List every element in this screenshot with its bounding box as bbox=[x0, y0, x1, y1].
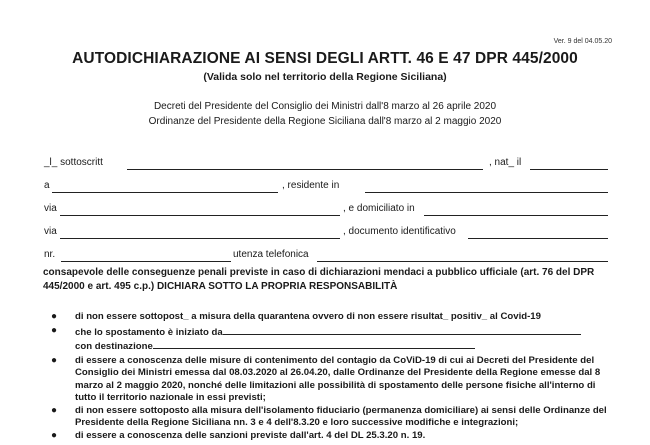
list-item: ● di essere a conoscenza delle misure di contenimento del contagio da CoViD-19 di cui ai Decreti del Presidente del Consiglio dei Ministri emessa dal 08.03.2020 al 26.04.20, dalle Ordinanze del Presidente della Regione emesse dal 8 marzo al 2 maggio 2020, nonché delle limitazioni alle possibilità di spostamento delle persone fisiche all'interno di tutto il territorio nazionale in essi previsti; bbox=[51, 354, 601, 403]
document-title: AUTODICHIARAZIONE AI SENSI DEGLI ARTT. 46 E 47 DPR 445/2000 bbox=[72, 50, 578, 67]
id-document-label: , documento identificativo bbox=[343, 226, 456, 237]
document-subtitle: (Valida solo nel territorio della Regione Siciliana) bbox=[203, 71, 447, 83]
birthplace-label: a bbox=[44, 180, 50, 191]
list-item: con destinazione bbox=[43, 339, 618, 354]
doc-number-input-line[interactable] bbox=[61, 261, 231, 262]
field-row-domicile bbox=[43, 203, 608, 217]
phone-input-line[interactable] bbox=[317, 261, 608, 262]
departure-input-line[interactable] bbox=[223, 325, 581, 335]
list-item: ● che lo spostamento è iniziato da bbox=[43, 325, 618, 340]
phone-label: utenza telefonica bbox=[233, 249, 309, 260]
address-label: via bbox=[44, 203, 57, 214]
list-item: ● di essere a conoscenza delle sanzioni previste dall'art. 4 del DL 25.3.20 n. 19. bbox=[51, 429, 426, 441]
bullet-icon: ● bbox=[51, 311, 58, 322]
name-input-line[interactable] bbox=[127, 169, 483, 170]
address-input-line[interactable] bbox=[60, 215, 340, 216]
doc-number-label: nr. bbox=[44, 249, 56, 260]
declaration-list bbox=[43, 311, 618, 442]
destination-input-line[interactable] bbox=[153, 339, 475, 349]
domicile-input-line[interactable] bbox=[424, 215, 608, 216]
domicile-address-label: via bbox=[44, 226, 57, 237]
sottoscritt-label: _l_ sottoscritt bbox=[44, 157, 103, 168]
list-item: ● di non essere sottopost_ a misura della quarantena ovvero di non essere risultat_ positiv_ al Covid-19 bbox=[51, 311, 541, 322]
field-row-residence bbox=[43, 180, 608, 194]
declaration-statement: consapevole delle conseguenze penali previste in caso di dichiarazioni mendaci a pubblico ufficiale (art. 76 del DPR 445/2000 e art. 495 c.p.) DICHIARA SOTTO LA PROPRIA RESPONSABILITÀ bbox=[43, 267, 595, 292]
bullet-icon: ● bbox=[51, 404, 58, 416]
birth-date-input-line[interactable] bbox=[530, 169, 608, 170]
birth-date-label: , nat_ il bbox=[489, 157, 522, 168]
decree-line-2: Ordinanze del Presidente della Regione Siciliana dall'8 marzo al 2 maggio 2020 bbox=[148, 116, 502, 127]
list-item: ● di non essere sottoposto alla misura dell'isolamento fiduciario (permanenza domiciliare) ai sensi delle Ordinanze del Presidente della Regione Siciliana nn. 3 e 4 dell'8.3.20 e loro successive modifiche e integrazioni; bbox=[51, 404, 607, 428]
field-row-name bbox=[43, 157, 608, 171]
decree-line-1: Decreti del Presidente del Consiglio dei Ministri dall'8 marzo al 26 aprile 2020 bbox=[153, 101, 497, 112]
domicile-address-input-line[interactable] bbox=[60, 238, 340, 239]
field-row-phone bbox=[43, 249, 608, 263]
birthplace-input-line[interactable] bbox=[52, 192, 278, 193]
version-label: Ver. 9 del 04.05.20 bbox=[553, 38, 612, 45]
bullet-icon: ● bbox=[51, 354, 58, 366]
field-row-document bbox=[43, 226, 608, 240]
id-document-input-line[interactable] bbox=[468, 238, 608, 239]
bullet-icon: ● bbox=[51, 324, 58, 336]
residence-label: , residente in bbox=[282, 180, 340, 191]
residence-input-line[interactable] bbox=[365, 192, 608, 193]
domicile-label: , e domiciliato in bbox=[343, 203, 415, 214]
bullet-icon: ● bbox=[51, 429, 58, 441]
